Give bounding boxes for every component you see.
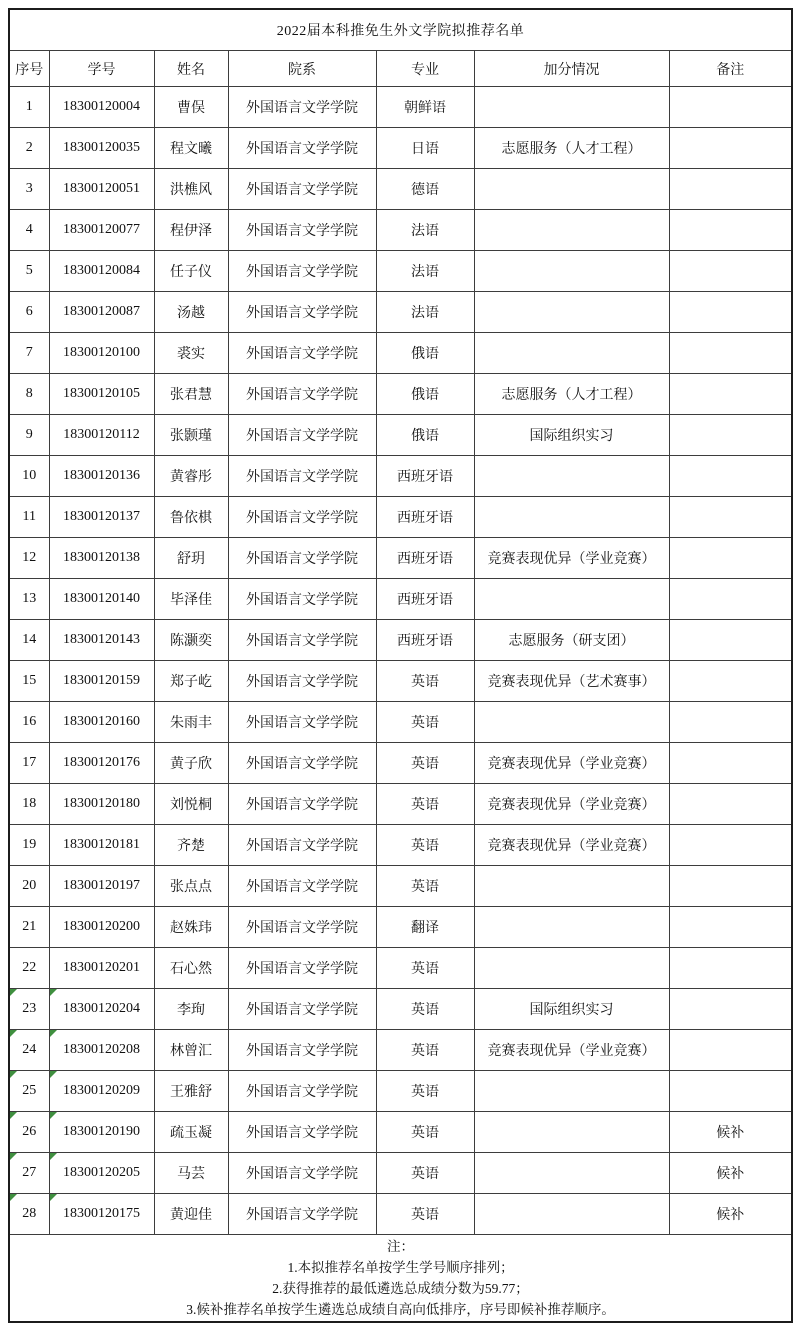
cell-dept: 外国语言文学学院 xyxy=(228,702,376,743)
cell-name: 张君慧 xyxy=(154,374,228,415)
cell-bonus xyxy=(474,497,669,538)
cell-no: 16 xyxy=(9,702,49,743)
cell-remark xyxy=(669,743,792,784)
cell-remark: 候补 xyxy=(669,1194,792,1235)
table-row xyxy=(9,1071,792,1112)
cell-student-id: 18300120084 xyxy=(49,251,154,292)
cell-name: 鲁依棋 xyxy=(154,497,228,538)
cell-student-id: 18300120209 xyxy=(49,1071,154,1112)
note-line: 2.获得推荐的最低遴选总成绩分数为59.77； xyxy=(272,1281,529,1296)
cell-bonus xyxy=(474,702,669,743)
table-row xyxy=(9,497,792,538)
cell-name: 张点点 xyxy=(154,866,228,907)
cell-remark xyxy=(669,497,792,538)
column-header-major: 专业 xyxy=(376,51,474,87)
cell-bonus xyxy=(474,1153,669,1194)
cell-bonus xyxy=(474,1071,669,1112)
table-row xyxy=(9,251,792,292)
table-row xyxy=(9,456,792,497)
cell-name: 刘悦桐 xyxy=(154,784,228,825)
cell-student-id: 18300120087 xyxy=(49,292,154,333)
cell-remark xyxy=(669,292,792,333)
note-line: 3.候补推荐名单按学生遴选总成绩自高向低排序，序号即候补推荐顺序。 xyxy=(186,1302,615,1317)
cell-major: 英语 xyxy=(376,784,474,825)
cell-student-id: 18300120190 xyxy=(49,1112,154,1153)
cell-name: 陈灏奕 xyxy=(154,620,228,661)
cell-dept: 外国语言文学学院 xyxy=(228,1071,376,1112)
cell-no: 24 xyxy=(9,1030,49,1071)
cell-student-id: 18300120105 xyxy=(49,374,154,415)
table-row xyxy=(9,948,792,989)
cell-no: 2 xyxy=(9,128,49,169)
table-row xyxy=(9,128,792,169)
cell-name: 赵姝玮 xyxy=(154,907,228,948)
cell-student-id: 18300120197 xyxy=(49,866,154,907)
cell-name: 张颢瑾 xyxy=(154,415,228,456)
cell-remark xyxy=(669,415,792,456)
cell-no: 3 xyxy=(9,169,49,210)
cell-name: 舒玥 xyxy=(154,538,228,579)
cell-bonus: 志愿服务（人才工程） xyxy=(474,128,669,169)
cell-bonus xyxy=(474,948,669,989)
cell-no: 7 xyxy=(9,333,49,374)
table-row xyxy=(9,579,792,620)
cell-major: 英语 xyxy=(376,989,474,1030)
cell-major: 英语 xyxy=(376,1112,474,1153)
cell-remark xyxy=(669,169,792,210)
cell-bonus xyxy=(474,210,669,251)
table-title: 2022届本科推免生外文学院拟推荐名单 xyxy=(9,9,792,51)
cell-no: 15 xyxy=(9,661,49,702)
notes-cell xyxy=(9,1235,792,1323)
cell-bonus xyxy=(474,87,669,128)
cell-student-id: 18300120077 xyxy=(49,210,154,251)
cell-remark xyxy=(669,538,792,579)
cell-major: 英语 xyxy=(376,1030,474,1071)
cell-name: 疏玉凝 xyxy=(154,1112,228,1153)
cell-dept: 外国语言文学学院 xyxy=(228,292,376,333)
table-row xyxy=(9,825,792,866)
cell-name: 黄子欣 xyxy=(154,743,228,784)
cell-remark xyxy=(669,866,792,907)
cell-dept: 外国语言文学学院 xyxy=(228,989,376,1030)
cell-dept: 外国语言文学学院 xyxy=(228,1112,376,1153)
cell-dept: 外国语言文学学院 xyxy=(228,866,376,907)
cell-name: 齐楚 xyxy=(154,825,228,866)
cell-bonus: 竞赛表现优异（学业竞赛） xyxy=(474,784,669,825)
cell-bonus xyxy=(474,907,669,948)
cell-no: 9 xyxy=(9,415,49,456)
cell-no: 27 xyxy=(9,1153,49,1194)
cell-remark xyxy=(669,784,792,825)
note-line: 注： xyxy=(387,1239,415,1254)
cell-student-id: 18300120051 xyxy=(49,169,154,210)
table-row xyxy=(9,415,792,456)
cell-bonus: 国际组织实习 xyxy=(474,415,669,456)
cell-dept: 外国语言文学学院 xyxy=(228,1194,376,1235)
cell-name: 任子仪 xyxy=(154,251,228,292)
cell-bonus xyxy=(474,1194,669,1235)
cell-dept: 外国语言文学学院 xyxy=(228,538,376,579)
cell-no: 13 xyxy=(9,579,49,620)
cell-student-id: 18300120136 xyxy=(49,456,154,497)
cell-major: 日语 xyxy=(376,128,474,169)
cell-major: 英语 xyxy=(376,1071,474,1112)
cell-dept: 外国语言文学学院 xyxy=(228,907,376,948)
cell-remark xyxy=(669,374,792,415)
cell-dept: 外国语言文学学院 xyxy=(228,497,376,538)
cell-student-id: 18300120004 xyxy=(49,87,154,128)
cell-bonus xyxy=(474,579,669,620)
table-row xyxy=(9,907,792,948)
table-row xyxy=(9,1030,792,1071)
notes-row xyxy=(9,1235,792,1323)
cell-bonus xyxy=(474,333,669,374)
cell-no: 18 xyxy=(9,784,49,825)
cell-remark xyxy=(669,661,792,702)
cell-no: 20 xyxy=(9,866,49,907)
cell-name: 毕泽佳 xyxy=(154,579,228,620)
cell-major: 法语 xyxy=(376,292,474,333)
cell-remark xyxy=(669,702,792,743)
cell-name: 洪樵风 xyxy=(154,169,228,210)
table-row xyxy=(9,784,792,825)
cell-name: 马芸 xyxy=(154,1153,228,1194)
cell-student-id: 18300120160 xyxy=(49,702,154,743)
cell-name: 汤越 xyxy=(154,292,228,333)
cell-no: 21 xyxy=(9,907,49,948)
cell-major: 英语 xyxy=(376,661,474,702)
cell-dept: 外国语言文学学院 xyxy=(228,210,376,251)
cell-dept: 外国语言文学学院 xyxy=(228,415,376,456)
cell-student-id: 18300120035 xyxy=(49,128,154,169)
cell-major: 英语 xyxy=(376,866,474,907)
cell-major: 英语 xyxy=(376,743,474,784)
cell-major: 西班牙语 xyxy=(376,620,474,661)
cell-student-id: 18300120200 xyxy=(49,907,154,948)
cell-no: 11 xyxy=(9,497,49,538)
cell-major: 英语 xyxy=(376,1194,474,1235)
column-header-remark: 备注 xyxy=(669,51,792,87)
cell-name: 黄迎佳 xyxy=(154,1194,228,1235)
cell-major: 俄语 xyxy=(376,333,474,374)
table-row xyxy=(9,292,792,333)
cell-name: 李珣 xyxy=(154,989,228,1030)
cell-remark xyxy=(669,251,792,292)
cell-student-id: 18300120181 xyxy=(49,825,154,866)
table-row xyxy=(9,620,792,661)
cell-major: 英语 xyxy=(376,702,474,743)
cell-no: 17 xyxy=(9,743,49,784)
cell-remark xyxy=(669,87,792,128)
cell-bonus xyxy=(474,866,669,907)
cell-no: 4 xyxy=(9,210,49,251)
cell-no: 1 xyxy=(9,87,49,128)
cell-dept: 外国语言文学学院 xyxy=(228,1030,376,1071)
cell-name: 裘实 xyxy=(154,333,228,374)
table-row xyxy=(9,333,792,374)
cell-no: 19 xyxy=(9,825,49,866)
cell-student-id: 18300120176 xyxy=(49,743,154,784)
cell-no: 5 xyxy=(9,251,49,292)
table-row xyxy=(9,1194,792,1235)
cell-dept: 外国语言文学学院 xyxy=(228,948,376,989)
cell-dept: 外国语言文学学院 xyxy=(228,374,376,415)
column-header-bonus: 加分情况 xyxy=(474,51,669,87)
cell-remark xyxy=(669,210,792,251)
cell-bonus: 竞赛表现优异（艺术赛事） xyxy=(474,661,669,702)
cell-dept: 外国语言文学学院 xyxy=(228,169,376,210)
cell-student-id: 18300120138 xyxy=(49,538,154,579)
cell-dept: 外国语言文学学院 xyxy=(228,579,376,620)
cell-dept: 外国语言文学学院 xyxy=(228,784,376,825)
cell-no: 22 xyxy=(9,948,49,989)
cell-dept: 外国语言文学学院 xyxy=(228,456,376,497)
cell-name: 郑子屹 xyxy=(154,661,228,702)
cell-bonus xyxy=(474,169,669,210)
cell-major: 法语 xyxy=(376,210,474,251)
cell-student-id: 18300120204 xyxy=(49,989,154,1030)
cell-major: 西班牙语 xyxy=(376,497,474,538)
table-row xyxy=(9,1153,792,1194)
cell-student-id: 18300120143 xyxy=(49,620,154,661)
cell-name: 石心然 xyxy=(154,948,228,989)
cell-remark: 候补 xyxy=(669,1153,792,1194)
cell-major: 西班牙语 xyxy=(376,579,474,620)
cell-dept: 外国语言文学学院 xyxy=(228,743,376,784)
cell-remark xyxy=(669,620,792,661)
cell-name: 朱雨丰 xyxy=(154,702,228,743)
cell-bonus: 竞赛表现优异（学业竞赛） xyxy=(474,743,669,784)
cell-remark xyxy=(669,948,792,989)
cell-dept: 外国语言文学学院 xyxy=(228,128,376,169)
cell-no: 8 xyxy=(9,374,49,415)
cell-no: 25 xyxy=(9,1071,49,1112)
cell-bonus xyxy=(474,251,669,292)
cell-major: 西班牙语 xyxy=(376,456,474,497)
table-row xyxy=(9,374,792,415)
cell-bonus: 志愿服务（研支团） xyxy=(474,620,669,661)
cell-major: 西班牙语 xyxy=(376,538,474,579)
cell-dept: 外国语言文学学院 xyxy=(228,251,376,292)
table-row xyxy=(9,866,792,907)
cell-name: 林曾汇 xyxy=(154,1030,228,1071)
table-row xyxy=(9,1112,792,1153)
cell-student-id: 18300120140 xyxy=(49,579,154,620)
cell-student-id: 18300120180 xyxy=(49,784,154,825)
header-row xyxy=(9,51,792,87)
cell-dept: 外国语言文学学院 xyxy=(228,661,376,702)
cell-student-id: 18300120205 xyxy=(49,1153,154,1194)
cell-bonus xyxy=(474,456,669,497)
cell-bonus: 竞赛表现优异（学业竞赛） xyxy=(474,538,669,579)
cell-major: 英语 xyxy=(376,948,474,989)
cell-major: 英语 xyxy=(376,825,474,866)
cell-bonus: 志愿服务（人才工程） xyxy=(474,374,669,415)
note-line: 1.本拟推荐名单按学生学号顺序排列； xyxy=(287,1260,514,1275)
cell-dept: 外国语言文学学院 xyxy=(228,87,376,128)
cell-name: 王雅舒 xyxy=(154,1071,228,1112)
cell-student-id: 18300120112 xyxy=(49,415,154,456)
cell-bonus xyxy=(474,292,669,333)
cell-dept: 外国语言文学学院 xyxy=(228,1153,376,1194)
column-header-student-id: 学号 xyxy=(49,51,154,87)
table-row xyxy=(9,538,792,579)
cell-remark xyxy=(669,989,792,1030)
table-row xyxy=(9,989,792,1030)
table-row xyxy=(9,87,792,128)
cell-no: 14 xyxy=(9,620,49,661)
cell-bonus xyxy=(474,1112,669,1153)
table-row xyxy=(9,210,792,251)
cell-name: 曹俣 xyxy=(154,87,228,128)
cell-no: 23 xyxy=(9,989,49,1030)
cell-student-id: 18300120175 xyxy=(49,1194,154,1235)
cell-remark xyxy=(669,579,792,620)
cell-remark xyxy=(669,333,792,374)
table-row xyxy=(9,169,792,210)
table-row xyxy=(9,702,792,743)
cell-remark xyxy=(669,907,792,948)
table-row xyxy=(9,743,792,784)
cell-major: 朝鲜语 xyxy=(376,87,474,128)
column-header-dept: 院系 xyxy=(228,51,376,87)
cell-student-id: 18300120159 xyxy=(49,661,154,702)
cell-no: 28 xyxy=(9,1194,49,1235)
cell-remark xyxy=(669,128,792,169)
cell-student-id: 18300120100 xyxy=(49,333,154,374)
cell-major: 英语 xyxy=(376,1153,474,1194)
cell-no: 12 xyxy=(9,538,49,579)
cell-no: 10 xyxy=(9,456,49,497)
cell-bonus: 竞赛表现优异（学业竞赛） xyxy=(474,825,669,866)
cell-remark xyxy=(669,1071,792,1112)
cell-major: 法语 xyxy=(376,251,474,292)
cell-remark xyxy=(669,456,792,497)
cell-major: 俄语 xyxy=(376,374,474,415)
cell-bonus: 竞赛表现优异（学业竞赛） xyxy=(474,1030,669,1071)
cell-no: 6 xyxy=(9,292,49,333)
cell-no: 26 xyxy=(9,1112,49,1153)
cell-student-id: 18300120201 xyxy=(49,948,154,989)
table-row xyxy=(9,661,792,702)
cell-dept: 外国语言文学学院 xyxy=(228,825,376,866)
cell-remark xyxy=(669,1030,792,1071)
cell-dept: 外国语言文学学院 xyxy=(228,333,376,374)
recommendation-table xyxy=(8,8,793,1323)
cell-major: 翻译 xyxy=(376,907,474,948)
cell-bonus: 国际组织实习 xyxy=(474,989,669,1030)
cell-name: 程伊泽 xyxy=(154,210,228,251)
column-header-name: 姓名 xyxy=(154,51,228,87)
cell-name: 程文曦 xyxy=(154,128,228,169)
column-header-no: 序号 xyxy=(9,51,49,87)
cell-dept: 外国语言文学学院 xyxy=(228,620,376,661)
cell-name: 黄睿彤 xyxy=(154,456,228,497)
cell-student-id: 18300120208 xyxy=(49,1030,154,1071)
cell-remark: 候补 xyxy=(669,1112,792,1153)
title-row xyxy=(9,9,792,51)
cell-remark xyxy=(669,825,792,866)
cell-major: 俄语 xyxy=(376,415,474,456)
cell-major: 德语 xyxy=(376,169,474,210)
cell-student-id: 18300120137 xyxy=(49,497,154,538)
